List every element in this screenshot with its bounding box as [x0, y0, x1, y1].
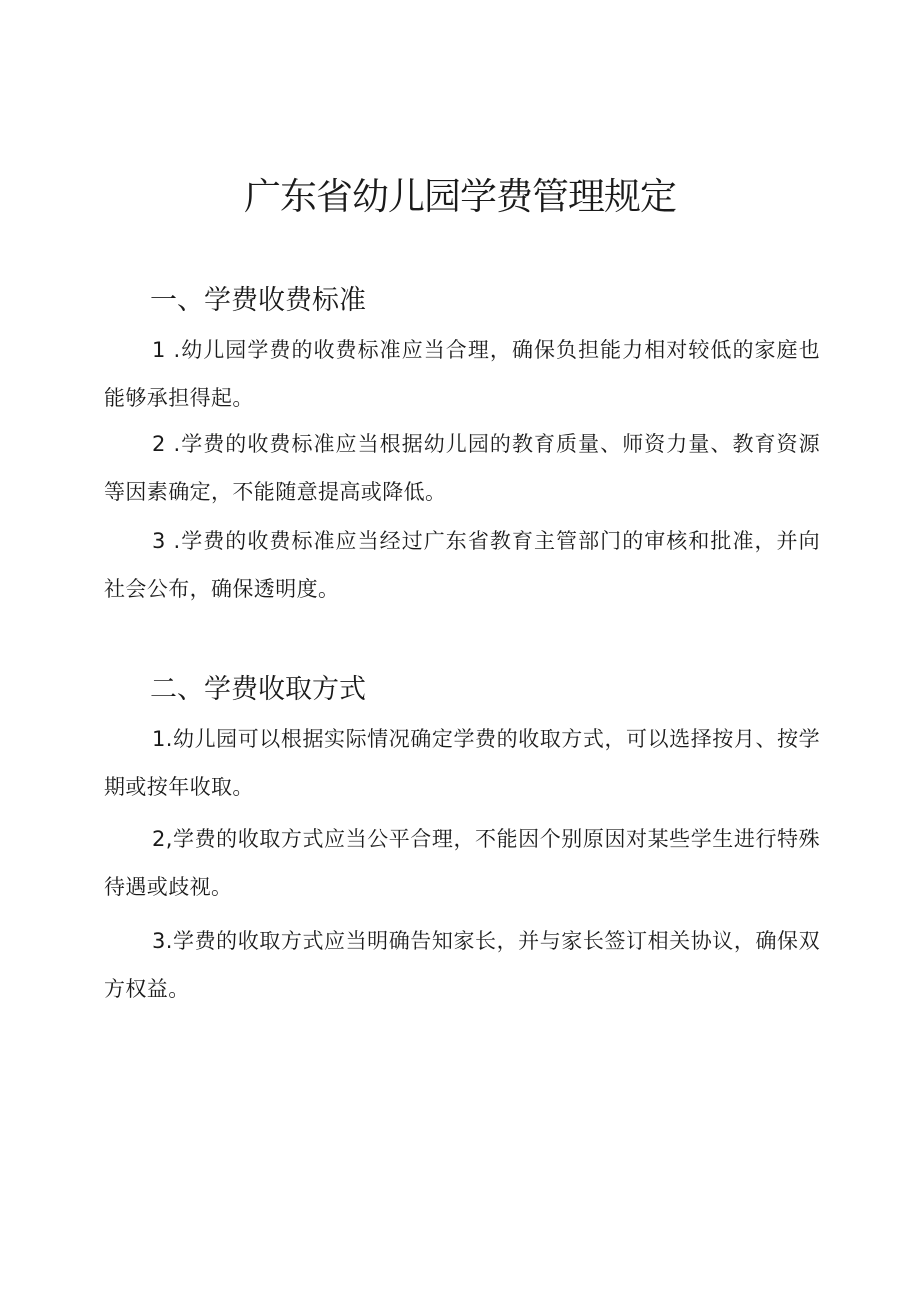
paragraph-1-3: 3 .学费的收费标准应当经过广东省教育主管部门的审核和批准，并向社会公布，确保透明度。 — [104, 529, 820, 601]
paragraph-2-2: 2,学费的收取方式应当公平合理，不能因个别原因对某些学生进行特殊待遇或歧视。 — [104, 827, 820, 899]
paragraph-1-1: 1 .幼儿园学费的收费标准应当合理，确保负担能力相对较低的家庭也能够承担得起。 — [104, 338, 820, 410]
paragraph-1-2: 2 .学费的收费标准应当根据幼儿园的教育质量、师资力量、教育资源等因素确定，不能随意提高或降低。 — [104, 432, 820, 504]
document-title: 广东省幼儿园学费管理规定 — [244, 175, 676, 218]
section-heading-fee-standard: 一、学费收费标准 — [150, 285, 366, 316]
paragraph-2-1: 1.幼儿园可以根据实际情况确定学费的收取方式，可以选择按月、按学期或按年收取。 — [104, 727, 820, 799]
section-heading-fee-collection: 二、学费收取方式 — [150, 674, 366, 705]
paragraph-2-3: 3.学费的收取方式应当明确告知家长，并与家长签订相关协议，确保双方权益。 — [104, 929, 820, 1001]
